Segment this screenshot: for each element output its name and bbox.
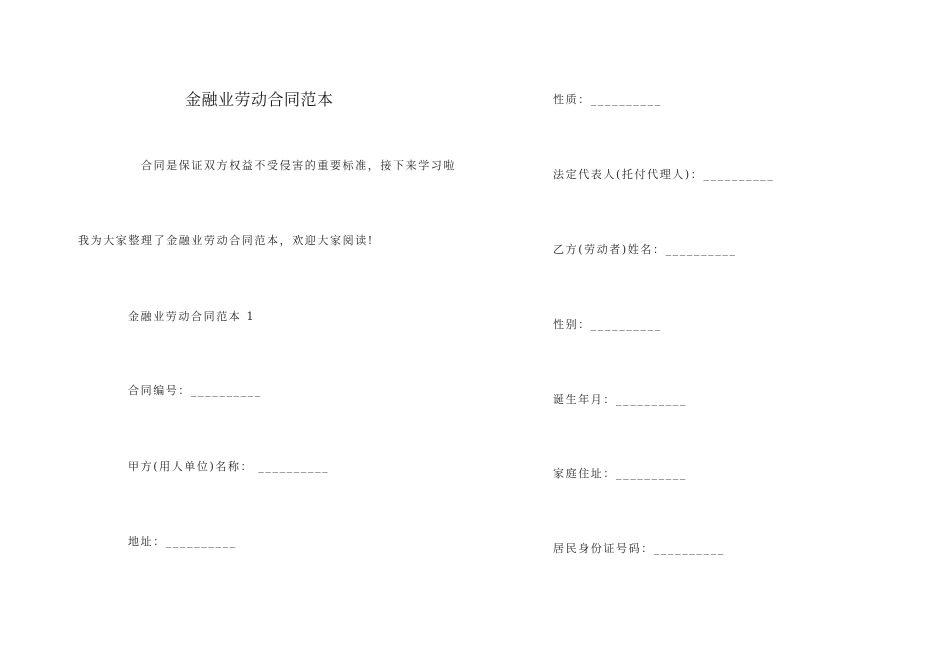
gender-field: 性别：__________	[553, 318, 662, 331]
id-number-field: 居民身份证号码：__________	[553, 542, 725, 555]
intro-line-2: 我为大家整理了金融业劳动合同范本，欢迎大家阅读!	[78, 234, 374, 247]
home-address-field: 家庭住址：__________	[553, 467, 687, 480]
document-title: 金融业劳动合同范本	[185, 90, 334, 109]
contract-subtitle: 金融业劳动合同范本 1	[128, 310, 256, 323]
contract-number-field: 合同编号：__________	[128, 384, 262, 397]
intro-line-1: 合同是保证双方权益不受侵害的重要标准，接下来学习啦	[141, 159, 456, 172]
birth-date-field: 诞生年月：__________	[553, 393, 687, 406]
address-field: 地址：__________	[128, 535, 237, 548]
party-b-name-field: 乙方(劳动者)姓名：__________	[553, 243, 737, 256]
nature-field: 性质：__________	[553, 93, 662, 106]
legal-representative-field: 法定代表人(托付代理人)：__________	[553, 168, 775, 181]
party-a-name-field: 甲方(用人单位)名称： __________	[128, 460, 330, 473]
